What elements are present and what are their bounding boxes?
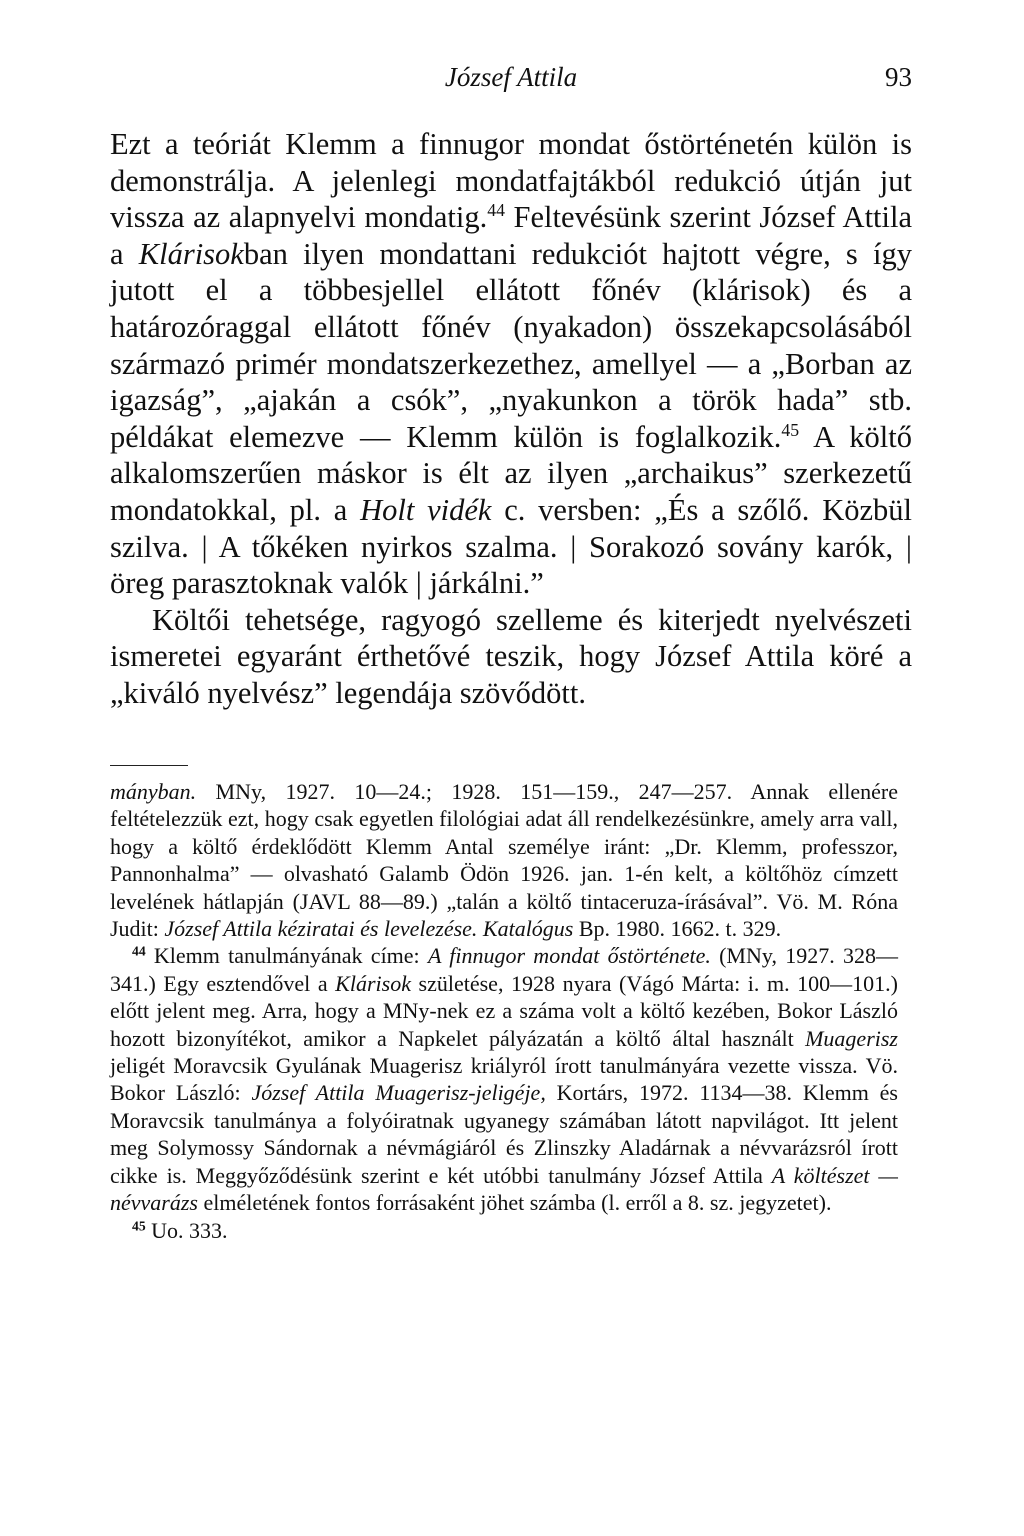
running-head (110, 62, 912, 102)
footnote-ref-44: 44 (487, 200, 505, 221)
running-title: József Attila (444, 62, 578, 92)
paragraph-2: Költői tehetsége, ragyogó szelleme és kiterjedt nyelvészeti ismeretei egyaránt érthetővé teszik, hogy József Attila köré a „kiváló nyelvész” legendája szövődött. (110, 602, 912, 710)
footnote-number: 45 (132, 1218, 146, 1233)
footnote-45: $^{45}$ Uo. 333. (132, 1217, 228, 1243)
main-text (110, 126, 912, 712)
footnotes (110, 778, 898, 1244)
footnote-divider (110, 765, 188, 766)
page-number: 93 (885, 62, 912, 92)
footnote-ref-45: 45 (781, 419, 800, 440)
footnote-44: $^{44}$ Klemm tanulmányának címe: A finnugor mondat őstörténete. (MNy, 1927. 328—341.) Egy esztendővel a Klárisok születése, 1928 nyara (Vágó Márta: i. m. 100—101.) előtt jelent meg. Arra, hogy a MNy-nek ez a száma volt a költő kezében, Bokor László hozott bizonyítékot, amikor a Napkelet pályázatán a költő által használt Muagerisz jeligét Moravcsik Gyulának Muagerisz kriályról írott tanulmányára vezette vissza. Vö. Bokor László: József Attila Muagerisz-jeligéje, Kortárs, 1972. 1134—38. Klemm és Moravcsik tanulmánya a folyóiratnak ugyanegy számában látott napvilágot. Itt jelent meg Solymossy Sándornak a névmágiáról és Zlinszky Aladárnak a névvarázsról írott cikke is. Meggyőződésünk szerint e két utóbbi tanulmány József Attila A költészet — névvarázs elméletének fontos forrásaként jöhet számba (l. erről a 8. sz. jegyzetet). (110, 943, 898, 1216)
italic-title: Klárisok (138, 236, 244, 271)
italic-title: Holt vidék (360, 492, 492, 527)
footnote-number: 44 (132, 943, 146, 959)
footnote-43-continued: mányban. MNy, 1927. 10—24.; 1928. 151—159., 247—257. Annak ellenére feltételezzük ezt, hogy csak egyetlen filológiai adat áll rendelkezésünkre, amely arra vall, hogy a költő érdeklődött Klemm Antal személye iránt: „Dr. Klemm, professzor, Pannonhalma” — olvasható Galamb Ödön 1926. jan. 1-én kelt, a költőhöz címzett levelének hátlapján (JAVL 88—89.) „talán a költő tintaceruza-írásával”. Vö. M. Róna Judit: József Attila kéziratai és levelezése. Katalógus Bp. 1980. 1662. t. 329. (110, 779, 898, 942)
paragraph-1: Ezt a teóriát Klemm a finnugor mondat őstörténetén külön is demonstrálja. A jelenlegi mondatfajtákból redukció útján jut vissza az alapnyelvi mondatig.$^{44}$ Feltevésünk szerint József Attila a Klárisokban ilyen mondattani redukciót hajtott végre, s így jutott el a többesjellel ellátott főnév (klárisok) és a határozóraggal ellátott főnév (nyakadon) összekapcsolásából származó primér mondatszerkezethez, amellyel — a „Borban az igazság”, „ajakán a csók”, „nyakunkon a török hada” stb. példákat elemezve — Klemm külön is foglalkozik.$^{45}$ A költő alkalomszerűen máskor is élt az ilyen „archaikus” szerkezetű mondatokkal, pl. a Holt vidék c. versben: „És a szőlő. Közbül szilva. | A tőkéken nyirkos szalma. | Sorakozó sovány karók, | öreg parasztoknak valók | járkálni.” (110, 127, 913, 601)
